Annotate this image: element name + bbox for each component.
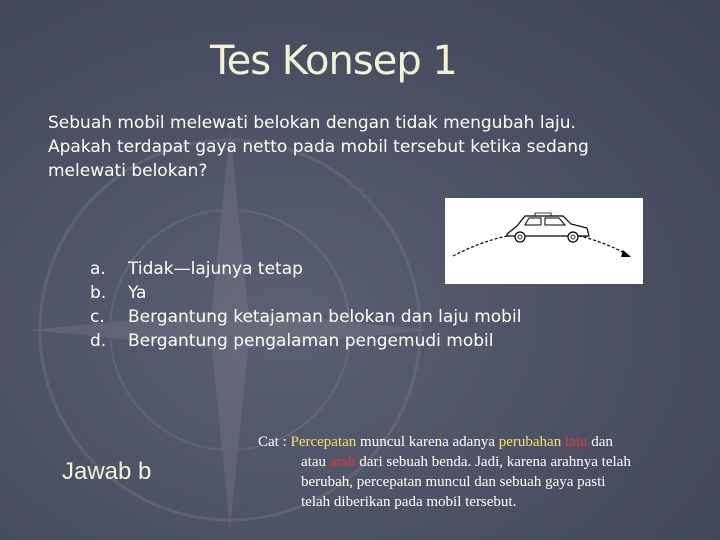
highlight-percepatan: Percepatan	[290, 434, 357, 450]
question-text	[48, 111, 708, 183]
question-line: Sebuah mobil melewati belokan dengan tidak mengubah laju.	[48, 113, 576, 133]
explanation-note	[258, 432, 713, 512]
option-text: Bergantung pengalaman pengemudi mobil	[128, 331, 494, 351]
option-d[interactable]	[90, 329, 521, 353]
note-line-4: telah diberikan pada mobil tersebut.	[301, 494, 517, 510]
option-a[interactable]	[90, 257, 521, 281]
note-prefix: Cat :	[258, 434, 291, 450]
slide-title: Tes Konsep 1	[210, 38, 457, 84]
option-c[interactable]	[90, 305, 521, 329]
question-line: melewati belokan?	[48, 161, 208, 181]
note-text: atau	[301, 454, 330, 470]
note-text: muncul karena adanya	[356, 434, 499, 450]
option-letter: b.	[90, 283, 107, 303]
note-text: dan	[587, 434, 613, 450]
highlight-laju: laju	[564, 434, 588, 450]
option-text: Ya	[128, 283, 147, 303]
option-letter: a.	[90, 259, 106, 279]
answer-label: Jawab b	[62, 458, 152, 485]
option-text: Tidak—lajunya tetap	[128, 259, 303, 279]
note-line-2	[258, 452, 713, 472]
note-line-3: berubah, percepatan muncul dan sebuah gaya pasti	[301, 474, 606, 490]
option-letter: c.	[90, 307, 105, 327]
highlight-perubahan: perubahan	[498, 434, 562, 450]
highlight-arah: arah	[329, 454, 356, 470]
option-b[interactable]	[90, 281, 521, 305]
answer-options	[90, 257, 521, 353]
option-letter: d.	[90, 331, 107, 351]
note-text: dari sebuah benda. Jadi, karena arahnya telah	[355, 454, 631, 470]
note-line-1	[258, 432, 713, 452]
question-line: Apakah terdapat gaya netto pada mobil tersebut ketika sedang	[48, 137, 589, 157]
option-text: Bergantung ketajaman belokan dan laju mobil	[128, 307, 522, 327]
